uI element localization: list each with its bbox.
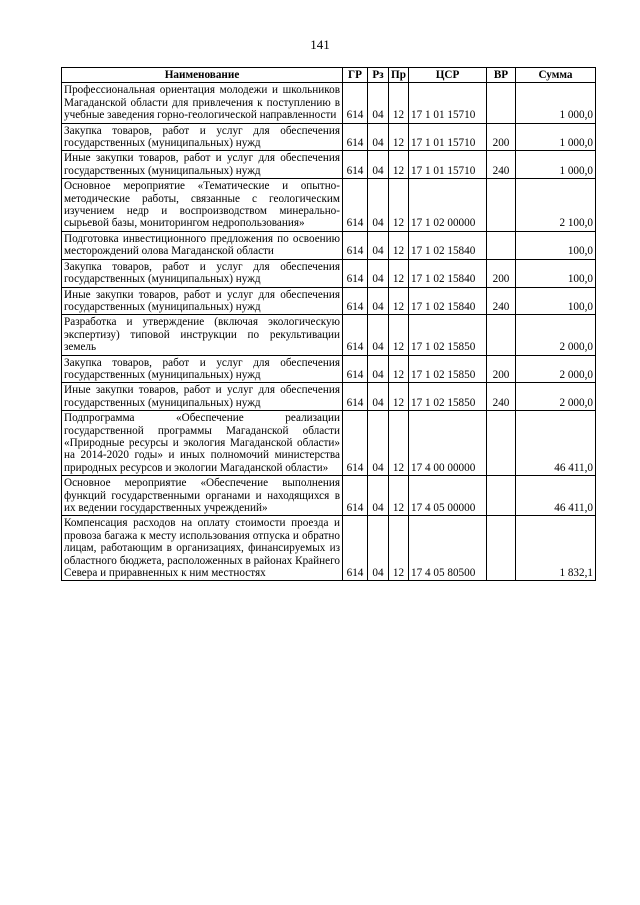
cell-pr: 12: [389, 516, 409, 581]
cell-name: Основное мероприятие «Обеспечение выполнения функций государственными органами и находящихся в их ведении государственных учреждений»: [62, 476, 343, 516]
cell-gr: 614: [343, 231, 368, 259]
cell-name: Иные закупки товаров, работ и услуг для обеспечения государственных (муниципальных) нужд: [62, 287, 343, 315]
cell-pr: 12: [389, 179, 409, 232]
cell-pr: 12: [389, 151, 409, 179]
table-row: [62, 383, 596, 411]
cell-vr: [487, 231, 516, 259]
cell-csr: 17 1 02 15850: [409, 383, 487, 411]
table-row: [62, 411, 596, 476]
page-number: 141: [310, 37, 330, 52]
cell-csr: 17 1 02 15840: [409, 287, 487, 315]
table-row: [62, 315, 596, 355]
cell-rz: 04: [368, 83, 389, 123]
cell-csr: 17 1 01 15710: [409, 83, 487, 123]
cell-vr: 240: [487, 383, 516, 411]
cell-sum: 46 411,0: [516, 411, 596, 476]
cell-pr: 12: [389, 476, 409, 516]
cell-name: Подпрограмма «Обеспечение реализации государственной программы Магаданской области «Природные ресурсы и экология Магаданской области» на 2014-2020 годы» и иных полномочий министерства природных ресурсов и экологии Магаданской области»: [62, 411, 343, 476]
table-row: [62, 83, 596, 123]
cell-sum: 2 000,0: [516, 355, 596, 383]
cell-name: Закупка товаров, работ и услуг для обеспечения государственных (муниципальных) нужд: [62, 123, 343, 151]
cell-vr: 200: [487, 123, 516, 151]
cell-rz: 04: [368, 259, 389, 287]
table-row: [62, 179, 596, 232]
table-row: [62, 287, 596, 315]
cell-pr: 12: [389, 411, 409, 476]
cell-csr: 17 1 02 15850: [409, 355, 487, 383]
header-pr: Пр: [389, 68, 409, 83]
header-csr: ЦСР: [409, 68, 487, 83]
header-sum: Сумма: [516, 68, 596, 83]
cell-name: Иные закупки товаров, работ и услуг для обеспечения государственных (муниципальных) нужд: [62, 151, 343, 179]
table-row: [62, 355, 596, 383]
cell-pr: 12: [389, 259, 409, 287]
cell-vr: 200: [487, 259, 516, 287]
cell-sum: 100,0: [516, 287, 596, 315]
cell-vr: [487, 179, 516, 232]
cell-rz: 04: [368, 179, 389, 232]
cell-csr: 17 1 01 15710: [409, 151, 487, 179]
cell-sum: 46 411,0: [516, 476, 596, 516]
cell-gr: 614: [343, 516, 368, 581]
header-name: Наименование: [62, 68, 343, 83]
cell-rz: 04: [368, 476, 389, 516]
cell-gr: 614: [343, 83, 368, 123]
cell-vr: [487, 83, 516, 123]
cell-rz: 04: [368, 355, 389, 383]
cell-name: Разработка и утверждение (включая экологическую экспертизу) типовой инструкции по рекультивации земель: [62, 315, 343, 355]
cell-vr: [487, 476, 516, 516]
cell-csr: 17 4 05 00000: [409, 476, 487, 516]
cell-pr: 12: [389, 287, 409, 315]
cell-sum: 1 000,0: [516, 83, 596, 123]
cell-rz: 04: [368, 516, 389, 581]
cell-vr: [487, 516, 516, 581]
table-row: [62, 259, 596, 287]
header-rz: Рз: [368, 68, 389, 83]
cell-sum: 1 000,0: [516, 151, 596, 179]
cell-gr: 614: [343, 287, 368, 315]
cell-gr: 614: [343, 123, 368, 151]
cell-vr: 240: [487, 287, 516, 315]
cell-pr: 12: [389, 315, 409, 355]
cell-vr: [487, 315, 516, 355]
cell-csr: 17 4 05 80500: [409, 516, 487, 581]
cell-gr: 614: [343, 315, 368, 355]
cell-rz: 04: [368, 151, 389, 179]
cell-pr: 12: [389, 355, 409, 383]
cell-name: Закупка товаров, работ и услуг для обеспечения государственных (муниципальных) нужд: [62, 355, 343, 383]
cell-gr: 614: [343, 476, 368, 516]
cell-vr: 200: [487, 355, 516, 383]
cell-sum: 100,0: [516, 259, 596, 287]
cell-gr: 614: [343, 179, 368, 232]
cell-pr: 12: [389, 83, 409, 123]
cell-name: Закупка товаров, работ и услуг для обеспечения государственных (муниципальных) нужд: [62, 259, 343, 287]
cell-vr: [487, 411, 516, 476]
table-row: [62, 476, 596, 516]
cell-sum: 1 832,1: [516, 516, 596, 581]
cell-name: Подготовка инвестиционного предложения по освоению месторождений олова Магаданской области: [62, 231, 343, 259]
cell-sum: 100,0: [516, 231, 596, 259]
cell-csr: 17 4 00 00000: [409, 411, 487, 476]
cell-gr: 614: [343, 411, 368, 476]
cell-csr: 17 1 01 15710: [409, 123, 487, 151]
cell-pr: 12: [389, 383, 409, 411]
cell-rz: 04: [368, 123, 389, 151]
cell-name: Компенсация расходов на оплату стоимости проезда и провоза багажа к месту использования отпуска и обратно лицам, работающим в организациях, финансируемых из областного бюджета, расположенных в районах Крайнего Севера и приравненных к ним местностях: [62, 516, 343, 581]
header-gr: ГР: [343, 68, 368, 83]
cell-csr: 17 1 02 15840: [409, 231, 487, 259]
cell-name: Основное мероприятие «Тематические и опытно-методические работы, связанные с геологическим изучением недр и воспроизводством минерально-сырьевой базы, мониторингом недропользования»: [62, 179, 343, 232]
table-row: [62, 516, 596, 581]
cell-vr: 240: [487, 151, 516, 179]
cell-gr: 614: [343, 383, 368, 411]
cell-name: Профессиональная ориентация молодежи и школьников Магаданской области для привлечения к поступлению в учебные заведения горно-геологической направленности: [62, 83, 343, 123]
cell-sum: 1 000,0: [516, 123, 596, 151]
cell-pr: 12: [389, 231, 409, 259]
cell-sum: 2 000,0: [516, 383, 596, 411]
table-row: [62, 231, 596, 259]
cell-csr: 17 1 02 00000: [409, 179, 487, 232]
cell-sum: 2 100,0: [516, 179, 596, 232]
cell-gr: 614: [343, 355, 368, 383]
cell-gr: 614: [343, 259, 368, 287]
cell-pr: 12: [389, 123, 409, 151]
cell-rz: 04: [368, 287, 389, 315]
cell-rz: 04: [368, 231, 389, 259]
cell-gr: 614: [343, 151, 368, 179]
cell-rz: 04: [368, 315, 389, 355]
cell-sum: 2 000,0: [516, 315, 596, 355]
header-row: [62, 68, 596, 83]
table-row: [62, 123, 596, 151]
budget-table: [61, 67, 596, 581]
table-row: [62, 151, 596, 179]
cell-rz: 04: [368, 383, 389, 411]
header-vr: ВР: [487, 68, 516, 83]
cell-rz: 04: [368, 411, 389, 476]
cell-name: Иные закупки товаров, работ и услуг для обеспечения государственных (муниципальных) нужд: [62, 383, 343, 411]
cell-csr: 17 1 02 15850: [409, 315, 487, 355]
cell-csr: 17 1 02 15840: [409, 259, 487, 287]
